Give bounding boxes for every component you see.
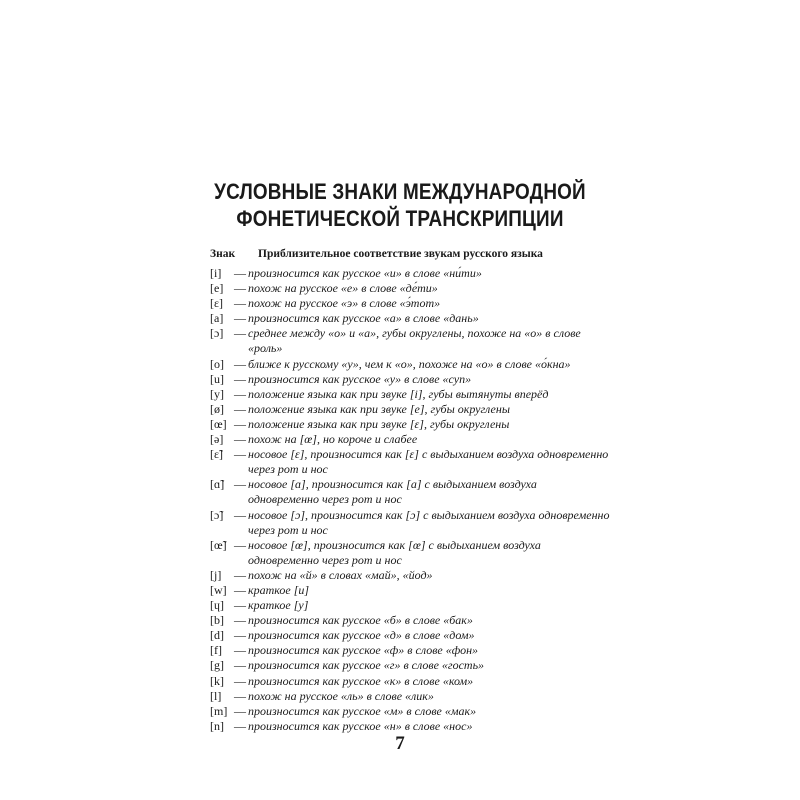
entry-dash: — — [234, 356, 246, 371]
symbol-description: положение языка как при звуке [ɛ], губы округлены — [248, 416, 510, 431]
symbol-description: похож на русское «э» в слове «э́тот» — [248, 296, 441, 311]
entry-dash: — — [234, 628, 246, 643]
entry-dash: — — [234, 613, 246, 628]
phonetic-symbol: [j] — [210, 567, 222, 582]
entry-dash: — — [234, 567, 246, 582]
phonetic-symbol: [ɑ̃] — [210, 477, 225, 492]
symbol-description: произносится как русское «д» в слове «дом» — [248, 628, 475, 643]
symbol-description: произносится как русское «б» в слове «бак» — [248, 613, 473, 628]
phonetic-symbol: [u] — [210, 371, 224, 386]
transcription-entry — [210, 296, 610, 311]
phonetic-symbol: [i] — [210, 266, 222, 280]
symbol-description: положение языка как при звуке [i], губы вытянуты вперёд — [248, 386, 549, 401]
phonetic-symbol: [ɛ̃] — [210, 447, 224, 462]
entry-dash: — — [234, 296, 246, 311]
entry-dash: — — [234, 447, 246, 462]
transcription-entry — [210, 387, 610, 402]
symbol-description: носовое [ɔ], произносится как [ɔ] с выдыханием воздуха одновременно через рот и нос — [248, 507, 610, 537]
symbol-description: похож на русское «ль» в слове «лик» — [248, 688, 434, 703]
phonetic-symbol: [y] — [210, 386, 224, 401]
transcription-entry — [210, 372, 610, 387]
page-title-line: УСЛОВНЫЕ ЗНАКИ МЕЖДУНАРОДНОЙ — [214, 179, 586, 204]
symbol-description: произносится как русское «м» в слове «мак» — [248, 703, 477, 718]
entry-dash: — — [234, 537, 246, 552]
transcription-entry — [210, 568, 610, 583]
transcription-entry — [210, 357, 610, 372]
entry-dash: — — [234, 266, 246, 280]
symbol-description: произносится как русское «а» в слове «дань» — [248, 311, 479, 326]
phonetic-symbol: [o] — [210, 356, 224, 371]
entry-dash: — — [234, 477, 246, 492]
page-title — [185, 178, 615, 232]
phonetic-symbol: [w] — [210, 582, 227, 597]
phonetic-symbol: [ɔ] — [210, 326, 224, 341]
symbol-description: произносится как русское «и» в слове «ни́ти» — [248, 266, 482, 280]
entry-dash: — — [234, 386, 246, 401]
entry-dash: — — [234, 507, 246, 522]
transcription-entry — [210, 281, 610, 296]
entry-dash: — — [234, 281, 246, 296]
phonetic-symbol: [ɛ] — [210, 296, 224, 311]
phonetic-symbol: [œ̃] — [210, 537, 227, 552]
entry-dash: — — [234, 371, 246, 386]
transcription-entry — [210, 598, 610, 613]
phonetic-symbol: [b] — [210, 613, 224, 628]
symbol-description: носовое [ɛ], произносится как [ɛ] с выдыханием воздуха одновременно через рот и нос — [248, 447, 609, 477]
transcription-entry — [210, 477, 610, 507]
entry-dash: — — [234, 598, 246, 613]
transcription-list — [210, 266, 610, 734]
symbol-description: произносится как русское «ф» в слове «фон» — [248, 643, 479, 658]
symbol-description: произносится как русское «г» в слове «гость» — [248, 658, 485, 673]
symbol-description: похож на «й» в словах «май», «йод» — [248, 567, 433, 582]
phonetic-symbol: [k] — [210, 673, 224, 688]
transcription-entry — [210, 402, 610, 417]
transcription-entry — [210, 432, 610, 447]
transcription-entry — [210, 508, 610, 538]
transcription-entry — [210, 658, 610, 673]
entry-dash: — — [234, 658, 246, 673]
phonetic-symbol: [ɔ̃] — [210, 507, 224, 522]
transcription-entry — [210, 674, 610, 689]
transcription-entry — [210, 719, 610, 734]
phonetic-symbol: [m] — [210, 703, 228, 718]
symbol-description: похож на русское «е» в слове «де́ти» — [248, 281, 438, 296]
symbol-description: похож на [œ], но короче и слабее — [248, 432, 418, 447]
header-sign-label: Знак — [210, 248, 236, 260]
transcription-entry — [210, 583, 610, 598]
entry-dash: — — [234, 311, 246, 326]
phonetic-symbol: [a] — [210, 311, 224, 326]
transcription-entry — [210, 447, 610, 477]
transcription-entry — [210, 613, 610, 628]
entry-dash: — — [234, 688, 246, 703]
entry-dash: — — [234, 703, 246, 718]
symbol-description: носовое [œ], произносится как [œ] с выдыханием воздуха одновременно через рот и нос — [248, 537, 541, 567]
entry-dash: — — [234, 401, 246, 416]
entry-dash: — — [234, 432, 246, 447]
transcription-entry — [210, 689, 610, 704]
entry-dash: — — [234, 582, 246, 597]
page-title-line: ФОНЕТИЧЕСКОЙ ТРАНСКРИПЦИИ — [236, 206, 564, 231]
phonetic-symbol: [f] — [210, 643, 222, 658]
entry-dash: — — [234, 718, 246, 733]
phonetic-symbol: [g] — [210, 658, 224, 673]
phonetic-symbol: [d] — [210, 628, 224, 643]
symbol-description: краткое [y] — [248, 598, 309, 613]
phonetic-symbol: [ɥ] — [210, 598, 224, 613]
transcription-entry — [210, 538, 610, 568]
header-description-label: Приблизительное соответствие звукам русского языка — [258, 248, 543, 260]
symbol-description: положение языка как при звуке [e], губы округлены — [248, 401, 510, 416]
phonetic-symbol: [ə] — [210, 432, 224, 447]
phonetic-symbol: [n] — [210, 718, 224, 733]
entry-dash: — — [234, 326, 246, 341]
symbol-description: произносится как русское «н» в слове «нос» — [248, 718, 473, 733]
transcription-entry — [210, 266, 610, 281]
transcription-entry — [210, 704, 610, 719]
transcription-entry — [210, 311, 610, 326]
phonetic-symbol: [l] — [210, 688, 222, 703]
transcription-entry — [210, 417, 610, 432]
symbol-description: произносится как русское «у» в слове «суп» — [248, 371, 472, 386]
transcription-entry — [210, 326, 610, 356]
phonetic-symbol: [e] — [210, 281, 224, 296]
entry-dash: — — [234, 643, 246, 658]
symbol-description: ближе к русскому «у», чем к «о», похоже на «о» в слове «о́кна» — [248, 356, 571, 371]
symbol-description: носовое [ɑ], произносится как [a] с выдыханием воздуха одновременно через рот и нос — [248, 477, 537, 507]
page-number: 7 — [395, 733, 405, 754]
transcription-entry — [210, 643, 610, 658]
symbol-description: краткое [u] — [248, 582, 310, 597]
phonetic-symbol: [œ] — [210, 416, 227, 431]
symbol-description: среднее между «о» и «а», губы округлены, похоже на «о» в слове «роль» — [248, 326, 581, 356]
entry-dash: — — [234, 673, 246, 688]
transcription-entry — [210, 628, 610, 643]
entry-dash: — — [234, 416, 246, 431]
phonetic-symbol: [ø] — [210, 401, 224, 416]
symbol-description: произносится как русское «к» в слове «ком» — [248, 673, 474, 688]
